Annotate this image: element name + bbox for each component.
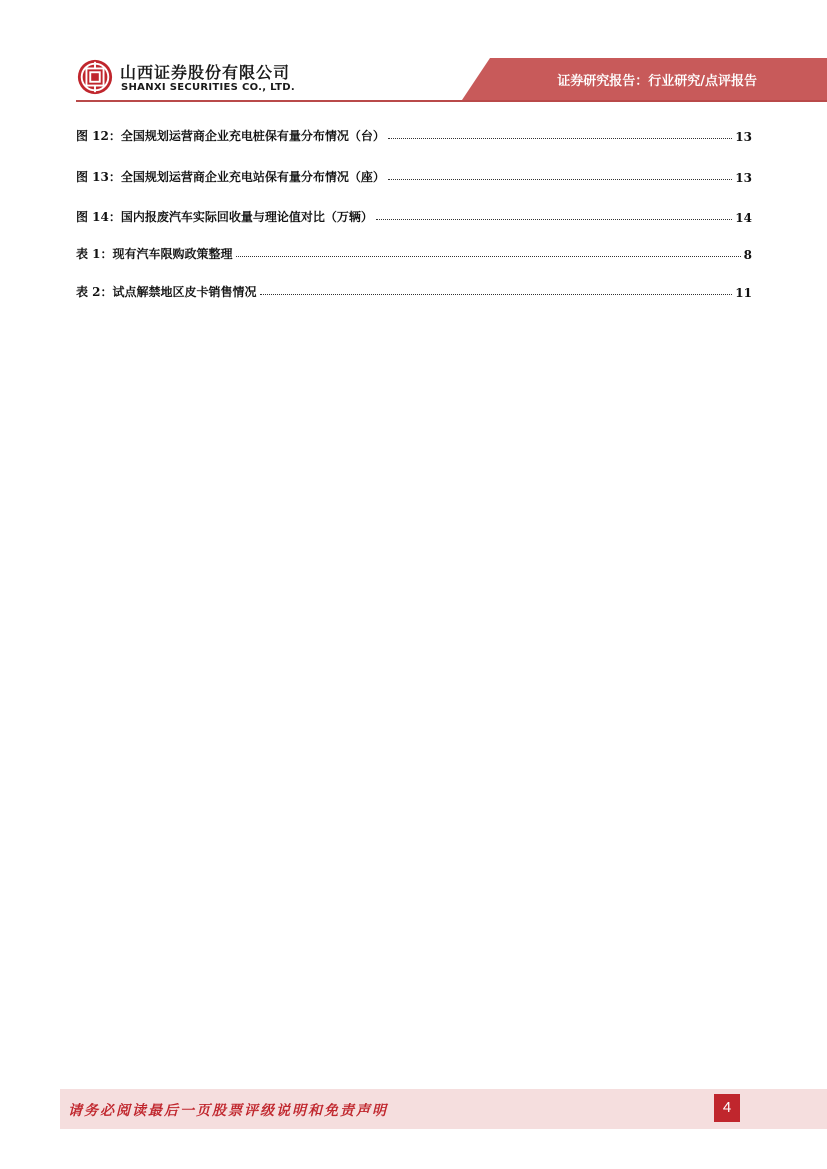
- toc-entry[interactable]: [76, 242, 752, 262]
- toc-entry[interactable]: [76, 165, 752, 185]
- toc-entry-page: 13: [735, 171, 752, 185]
- page-footer: [60, 1089, 827, 1129]
- toc-leader-dots: [388, 179, 732, 180]
- toc-entry-label: 图 14：国内报废汽车实际回收量与理论值对比（万辆）: [76, 210, 373, 224]
- toc-entry[interactable]: [76, 205, 752, 225]
- toc-entry-label: 图 13：全国规划运营商企业充电站保有量分布情况（座）: [76, 170, 385, 184]
- toc-leader-dots: [236, 256, 741, 257]
- company-name-cn: 山西证券股份有限公司: [120, 63, 291, 82]
- toc-leader-dots: [260, 294, 733, 295]
- page-header: [0, 0, 827, 110]
- toc-entry-label: 表 2：试点解禁地区皮卡销售情况: [76, 285, 257, 299]
- toc-entry-label: 表 1：现有汽车限购政策整理: [76, 247, 233, 261]
- report-type-label: 证券研究报告：行业研究/点评报告: [557, 74, 757, 89]
- toc-entry-page: 8: [743, 248, 752, 262]
- toc-entry-page: 13: [735, 130, 752, 144]
- toc-entry-page: 14: [735, 211, 752, 225]
- toc-entry-label: 图 12：全国规划运营商企业充电桩保有量分布情况（台）: [76, 129, 385, 143]
- toc-entry[interactable]: [76, 280, 752, 300]
- disclaimer-notice: 请务必阅读最后一页股票评级说明和免责声明: [68, 1103, 388, 1119]
- header-divider: [76, 100, 827, 102]
- toc-leader-dots: [388, 138, 732, 139]
- toc-entry[interactable]: [76, 124, 752, 144]
- page-number-badge: 4: [714, 1094, 740, 1122]
- toc-entry-page: 11: [735, 286, 752, 300]
- toc-leader-dots: [376, 219, 732, 220]
- company-name-en: SHANXI SECURITIES CO., LTD.: [121, 82, 295, 93]
- company-logo-icon: [76, 58, 114, 96]
